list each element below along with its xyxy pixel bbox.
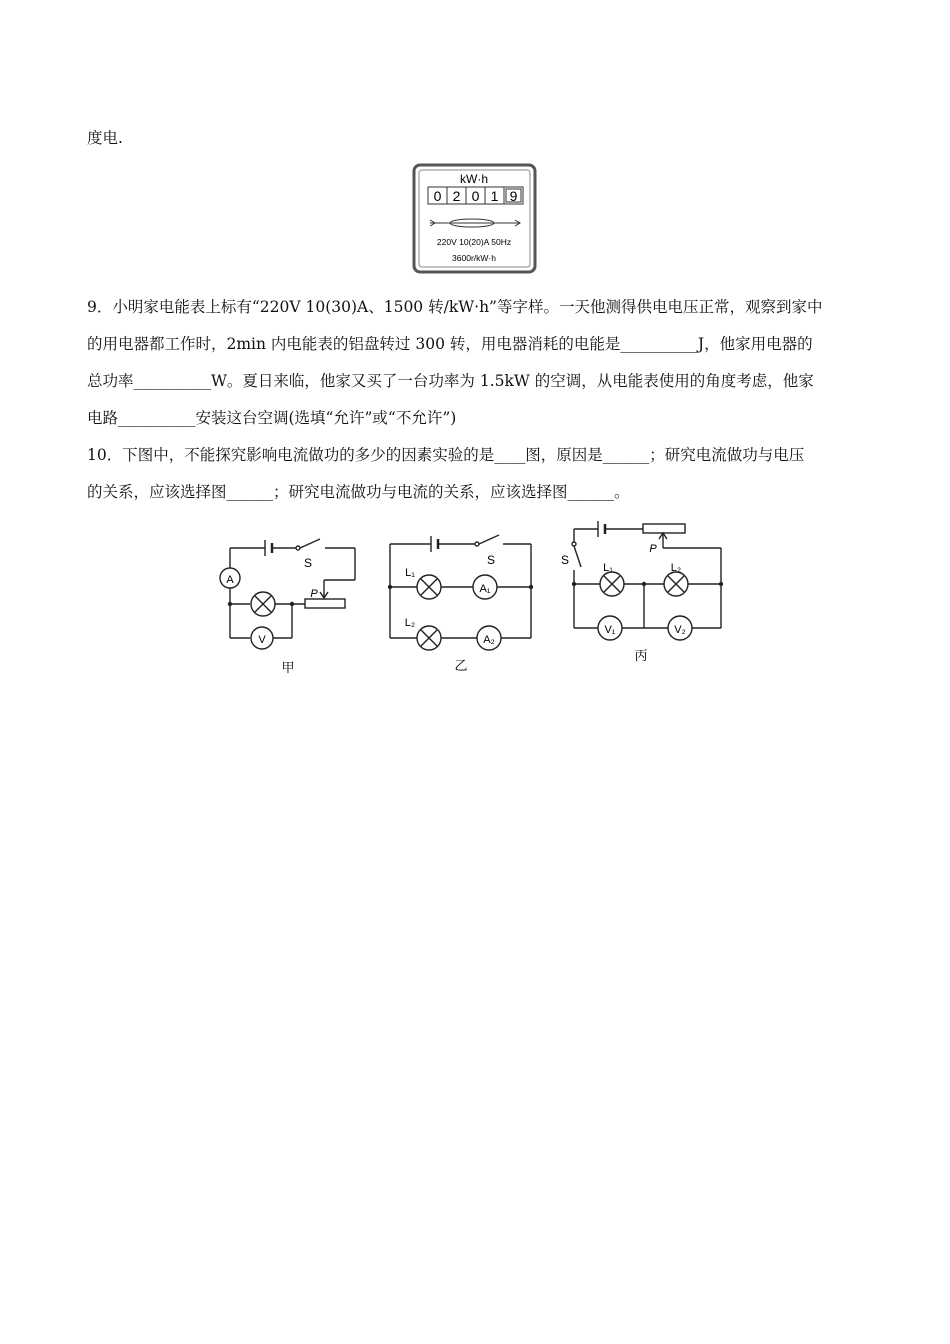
meter-digit-1: 0: [433, 188, 442, 204]
meter-digit-5: 9: [509, 188, 518, 204]
svg-text:L₁: L₁: [603, 562, 613, 574]
meter-unit: kW·h: [460, 172, 488, 186]
caption-jia: 甲: [281, 660, 295, 675]
rheostat-icon: [643, 524, 685, 533]
svg-text:V: V: [258, 634, 266, 646]
q10-line-2: 的关系，应该选择图______；研究电流做功与电流的关系，应该选择图______。: [87, 483, 630, 501]
svg-text:V₂: V₂: [674, 624, 686, 636]
q9-line-3: 总功率__________W。夏日来临，他家又买了一台功率为 1.5kW 的空调，从电能表使用的角度考虑，他家: [87, 372, 814, 390]
svg-text:V₁: V₁: [604, 624, 616, 636]
svg-text:S: S: [486, 553, 496, 567]
q10-line-1: 10．下图中，不能探究影响电流做功的多少的因素实验的是____图，原因是______；研究电流做功与电压: [87, 446, 805, 464]
meter-constant: 3600r/kW·h: [452, 253, 496, 263]
circuit-jia: [210, 530, 360, 678]
meter-digit-2: 2: [452, 188, 461, 204]
svg-text:P: P: [649, 543, 657, 555]
meter-digit-3: 0: [471, 188, 480, 204]
caption-yi: 乙: [454, 658, 468, 673]
circuit-bing: [555, 512, 735, 670]
rheostat-icon: [305, 599, 345, 608]
circuit-yi: [383, 530, 543, 678]
svg-text:L₁: L₁: [405, 567, 415, 579]
svg-text:S: S: [303, 556, 313, 570]
electric-meter-figure: [412, 163, 537, 274]
svg-text:P: P: [310, 588, 318, 600]
svg-text:A₁: A₁: [479, 583, 491, 595]
svg-text:L₂: L₂: [404, 617, 416, 629]
svg-text:A₂: A₂: [483, 634, 495, 646]
q9-line-2: 的用电器都工作时，2min 内电能表的铝盘转过 300 转，用电器消耗的电能是__________J，他家用电器的: [87, 335, 813, 353]
caption-bing: 丙: [634, 648, 648, 663]
q8-tail-text: 度电.: [87, 129, 123, 147]
svg-text:S: S: [560, 553, 570, 567]
svg-text:A: A: [226, 574, 234, 586]
q9-line-4: 电路__________安装这台空调(选填“允许”或“不允许”): [87, 409, 457, 427]
q9-line-1: 9．小明家电能表上标有“220V 10(30)A、1500 转/kW·h”等字样。一天他测得供电电压正常，观察到家中: [87, 298, 823, 316]
meter-digit-4: 1: [490, 188, 499, 204]
svg-text:L₂: L₂: [670, 562, 682, 574]
meter-rating: 220V 10(20)A 50Hz: [436, 237, 512, 247]
